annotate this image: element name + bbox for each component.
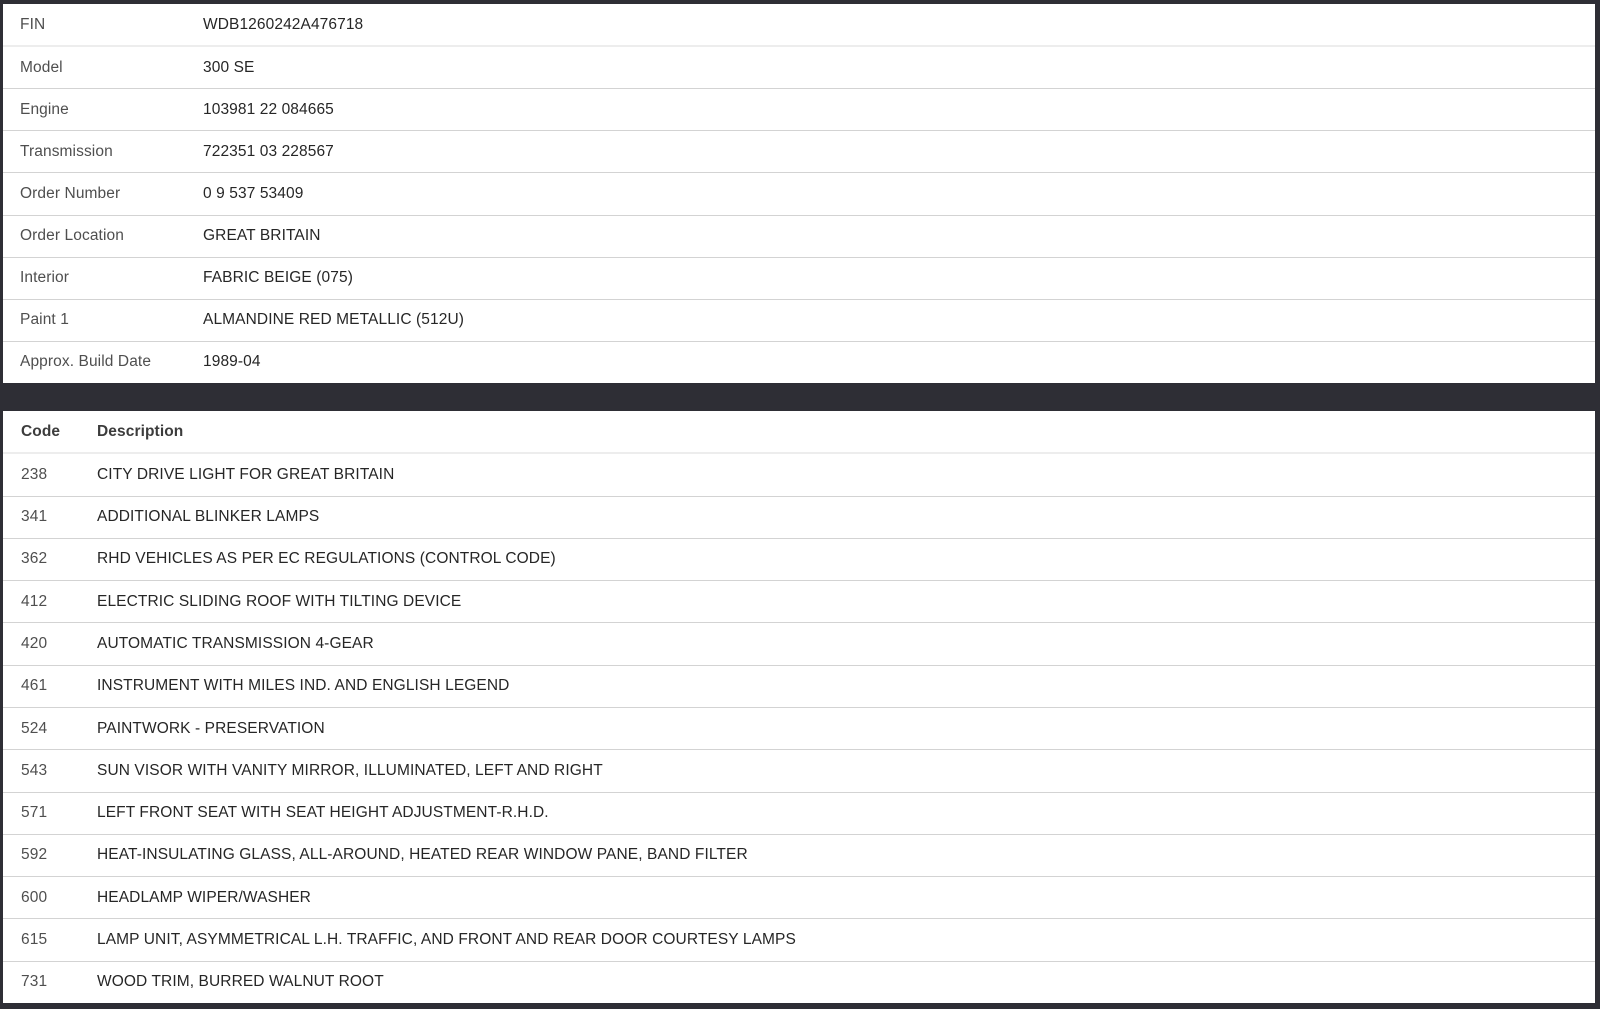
info-row-value: 103981 22 084665 — [203, 100, 334, 118]
info-row-value: 300 SE — [203, 58, 255, 76]
option-code: 362 — [21, 550, 48, 568]
option-description: WOOD TRIM, BURRED WALNUT ROOT — [97, 973, 384, 991]
option-code: 412 — [21, 592, 48, 610]
description-column-header: Description — [97, 422, 184, 440]
info-row — [3, 216, 1595, 258]
option-description: HEAT-INSULATING GLASS, ALL-AROUND, HEATED REAR WINDOW PANE, BAND FILTER — [97, 846, 748, 864]
option-description: ADDITIONAL BLINKER LAMPS — [97, 508, 320, 526]
option-code: 600 — [21, 888, 48, 906]
table-row — [3, 666, 1595, 708]
option-codes-table — [3, 411, 1595, 1003]
info-row-value: ALMANDINE RED METALLIC (512U) — [203, 311, 465, 329]
info-row-value: FABRIC BEIGE (075) — [203, 269, 353, 287]
table-row — [3, 919, 1595, 961]
option-code: 571 — [21, 804, 48, 822]
option-code: 592 — [21, 846, 48, 864]
option-description: INSTRUMENT WITH MILES IND. AND ENGLISH LEGEND — [97, 677, 510, 695]
option-code: 461 — [21, 677, 48, 695]
option-code: 341 — [21, 508, 48, 526]
table-row — [3, 750, 1595, 792]
option-code: 238 — [21, 465, 48, 483]
table-row — [3, 877, 1595, 919]
info-row-label: Paint 1 — [20, 311, 69, 329]
info-row — [3, 47, 1595, 89]
table-row — [3, 962, 1595, 1003]
option-code: 731 — [21, 973, 48, 991]
info-row-label: Transmission — [20, 142, 113, 160]
option-description: AUTOMATIC TRANSMISSION 4-GEAR — [97, 635, 374, 653]
table-row — [3, 497, 1595, 539]
info-row-label: Order Location — [20, 227, 124, 245]
option-description: LAMP UNIT, ASYMMETRICAL L.H. TRAFFIC, AND FRONT AND REAR DOOR COURTESY LAMPS — [97, 931, 796, 949]
table-row — [3, 623, 1595, 665]
info-row — [3, 173, 1595, 215]
info-row-value: WDB1260242A476718 — [203, 15, 364, 33]
info-row — [3, 89, 1595, 131]
info-row — [3, 131, 1595, 173]
option-code: 543 — [21, 761, 48, 779]
table-row — [3, 454, 1595, 496]
info-row-value: 722351 03 228567 — [203, 142, 334, 160]
info-row-label: Model — [20, 58, 63, 76]
option-codes-header-row — [3, 411, 1595, 454]
info-row — [3, 300, 1595, 342]
info-row-label: Approx. Build Date — [20, 353, 152, 371]
info-row — [3, 4, 1595, 47]
info-row-value: 1989-04 — [203, 353, 261, 371]
info-row — [3, 342, 1595, 383]
info-row-value: 0 9 537 53409 — [203, 184, 304, 202]
option-code: 524 — [21, 719, 48, 737]
info-row-label: FIN — [20, 15, 46, 33]
info-row-label: Engine — [20, 100, 69, 118]
table-row — [3, 835, 1595, 877]
option-description: PAINTWORK - PRESERVATION — [97, 719, 325, 737]
option-description: LEFT FRONT SEAT WITH SEAT HEIGHT ADJUSTMENT-R.H.D. — [97, 804, 549, 822]
option-description: HEADLAMP WIPER/WASHER — [97, 888, 311, 906]
table-row — [3, 708, 1595, 750]
option-code: 420 — [21, 635, 48, 653]
info-row-label: Order Number — [20, 184, 121, 202]
option-description: SUN VISOR WITH VANITY MIRROR, ILLUMINATED, LEFT AND RIGHT — [97, 761, 603, 779]
option-description: CITY DRIVE LIGHT FOR GREAT BRITAIN — [97, 465, 395, 483]
option-code: 615 — [21, 931, 48, 949]
table-row — [3, 581, 1595, 623]
option-description: RHD VEHICLES AS PER EC REGULATIONS (CONTROL CODE) — [97, 550, 556, 568]
table-row — [3, 793, 1595, 835]
code-column-header: Code — [21, 422, 61, 440]
info-row-value: GREAT BRITAIN — [203, 227, 321, 245]
option-description: ELECTRIC SLIDING ROOF WITH TILTING DEVICE — [97, 592, 462, 610]
info-row-label: Interior — [20, 269, 70, 287]
vehicle-info-table — [3, 4, 1595, 383]
table-row — [3, 539, 1595, 581]
section-divider-band — [3, 383, 1595, 411]
info-row — [3, 258, 1595, 300]
